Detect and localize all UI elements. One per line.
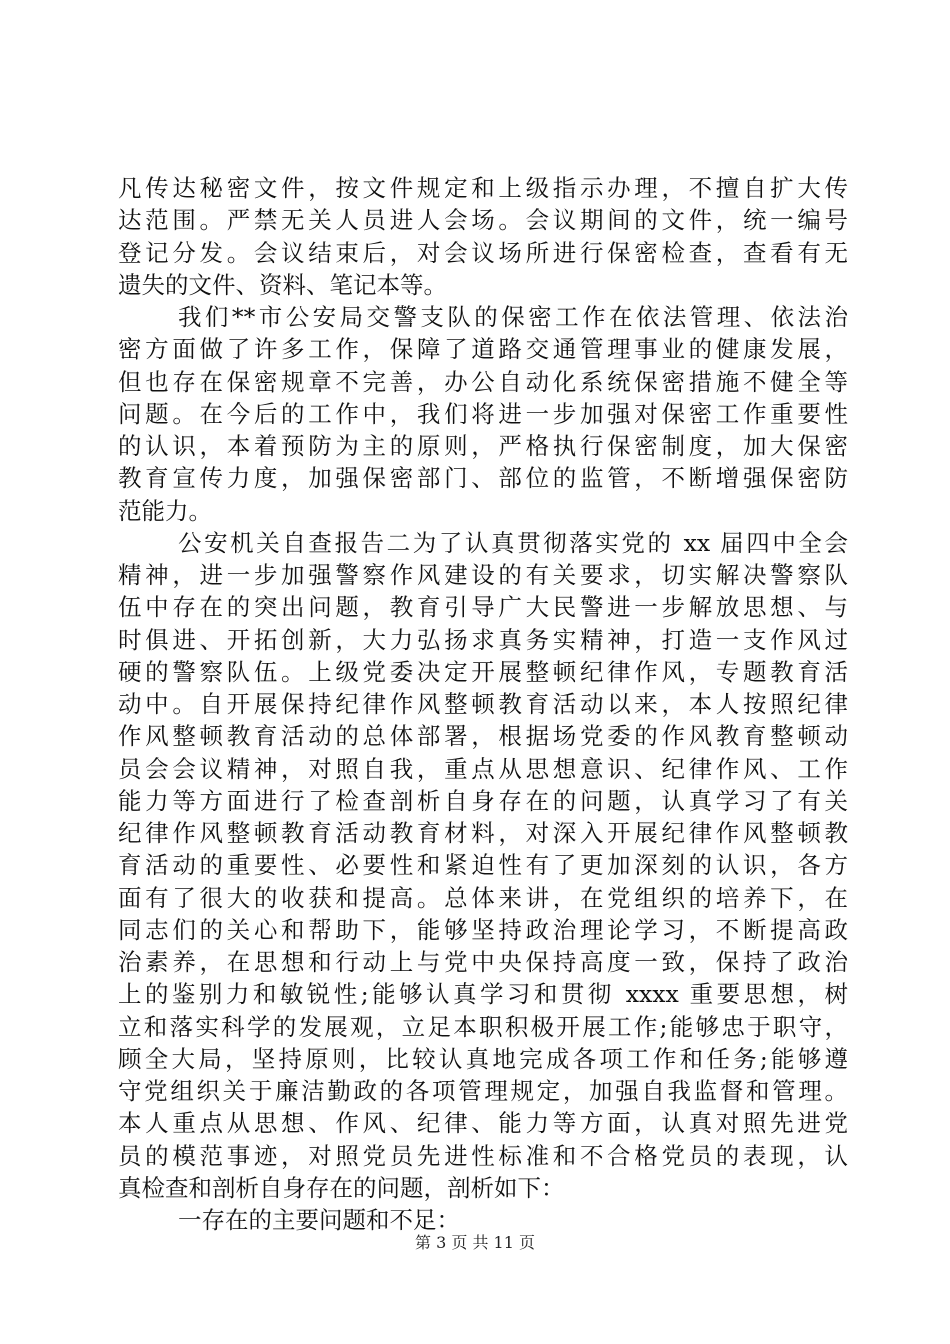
text-line: 守党组织关于廉洁勤政的各项管理规定，加强自我监督和管理。 [118,1077,848,1105]
text-line: 但也存在保密规章不完善，办公自动化系统保密措施不健全等 [118,367,848,396]
text-line: 能力等方面进行了检查剖析自身存在的问题，认真学习了有关 [118,786,848,815]
text-line: 教育宣传力度，加强保密部门、部位的监管，不断增强保密防 [118,464,848,493]
text-line: 顾全大局，坚持原则，比较认真地完成各项工作和任务;能够遵 [118,1044,848,1073]
text-line: 伍中存在的突出问题，教育引导广大民警进一步解放思想、与 [118,593,848,622]
text-line: 我们**市公安局交警支队的保密工作在依法管理、依法治 [178,303,848,331]
text-line: 员会会议精神，对照自我，重点从思想意识、纪律作风、工作 [118,754,848,783]
text-line: 时俱进、开拓创新，大力弘扬求真务实精神，打造一支作风过 [118,625,848,654]
text-line: 面有了很大的收获和提高。总体来讲，在党组织的培养下，在 [118,883,848,912]
text-line: 问题。在今后的工作中，我们将进一步加强对保密工作重要性 [118,399,848,428]
text-line: 密方面做了许多工作，保障了道路交通管理事业的健康发展， [118,335,848,364]
text-line: 达范围。严禁无关人员进人会场。会议期间的文件，统一编号 [118,206,848,235]
text-line: 一存在的主要问题和不足： [178,1206,460,1234]
text-line: 立和落实科学的发展观，立足本职积极开展工作;能够忠于职守， [118,1012,848,1041]
text-line: 真检查和剖析自身存在的问题，剖析如下： [118,1173,565,1202]
page-footer: 第 3 页 共 11 页 [415,1233,535,1252]
text-line: 凡传达秘密文件，按文件规定和上级指示办理，不擅自扩大传 [118,174,848,202]
text-line: 本人重点从思想、作风、纪律、能力等方面，认真对照先进党 [118,1109,848,1138]
text-line: 员的模范事迹，对照党员先进性标准和不合格党员的表现，认 [118,1141,848,1170]
text-line: 上的鉴别力和敏锐性;能够认真学习和贯彻 xxxx 重要思想，树 [118,980,848,1009]
text-line: 登记分发。会议结束后，对会议场所进行保密检查，查看有无 [118,238,848,267]
text-line: 的认识，本着预防为主的原则，严格执行保密制度，加大保密 [118,432,848,460]
text-line: 同志们的关心和帮助下，能够坚持政治理论学习，不断提高政 [118,915,848,944]
text-line: 硬的警察队伍。上级党委决定开展整顿纪律作风，专题教育活 [118,657,848,686]
text-line: 治素养，在思想和行动上与党中央保持高度一致，保持了政治 [118,948,848,976]
text-line: 育活动的重要性、必要性和紧迫性有了更加深刻的认识，各方 [118,851,848,880]
text-line: 纪律作风整顿教育活动教育材料，对深入开展纪律作风整顿教 [118,819,848,847]
text-line: 公安机关自查报告二为了认真贯彻落实党的 xx 届四中全会 [178,528,848,557]
text-line: 作风整顿教育活动的总体部署，根据场党委的作风教育整顿动 [118,722,848,751]
text-line: 遗失的文件、资料、笔记本等。 [118,270,447,299]
text-line: 精神，进一步加强警察作风建设的有关要求，切实解决警察队 [118,561,848,589]
document-body [118,172,848,1236]
text-line: 范能力。 [118,496,212,525]
text-line: 动中。自开展保持纪律作风整顿教育活动以来，本人按照纪律 [118,690,848,718]
